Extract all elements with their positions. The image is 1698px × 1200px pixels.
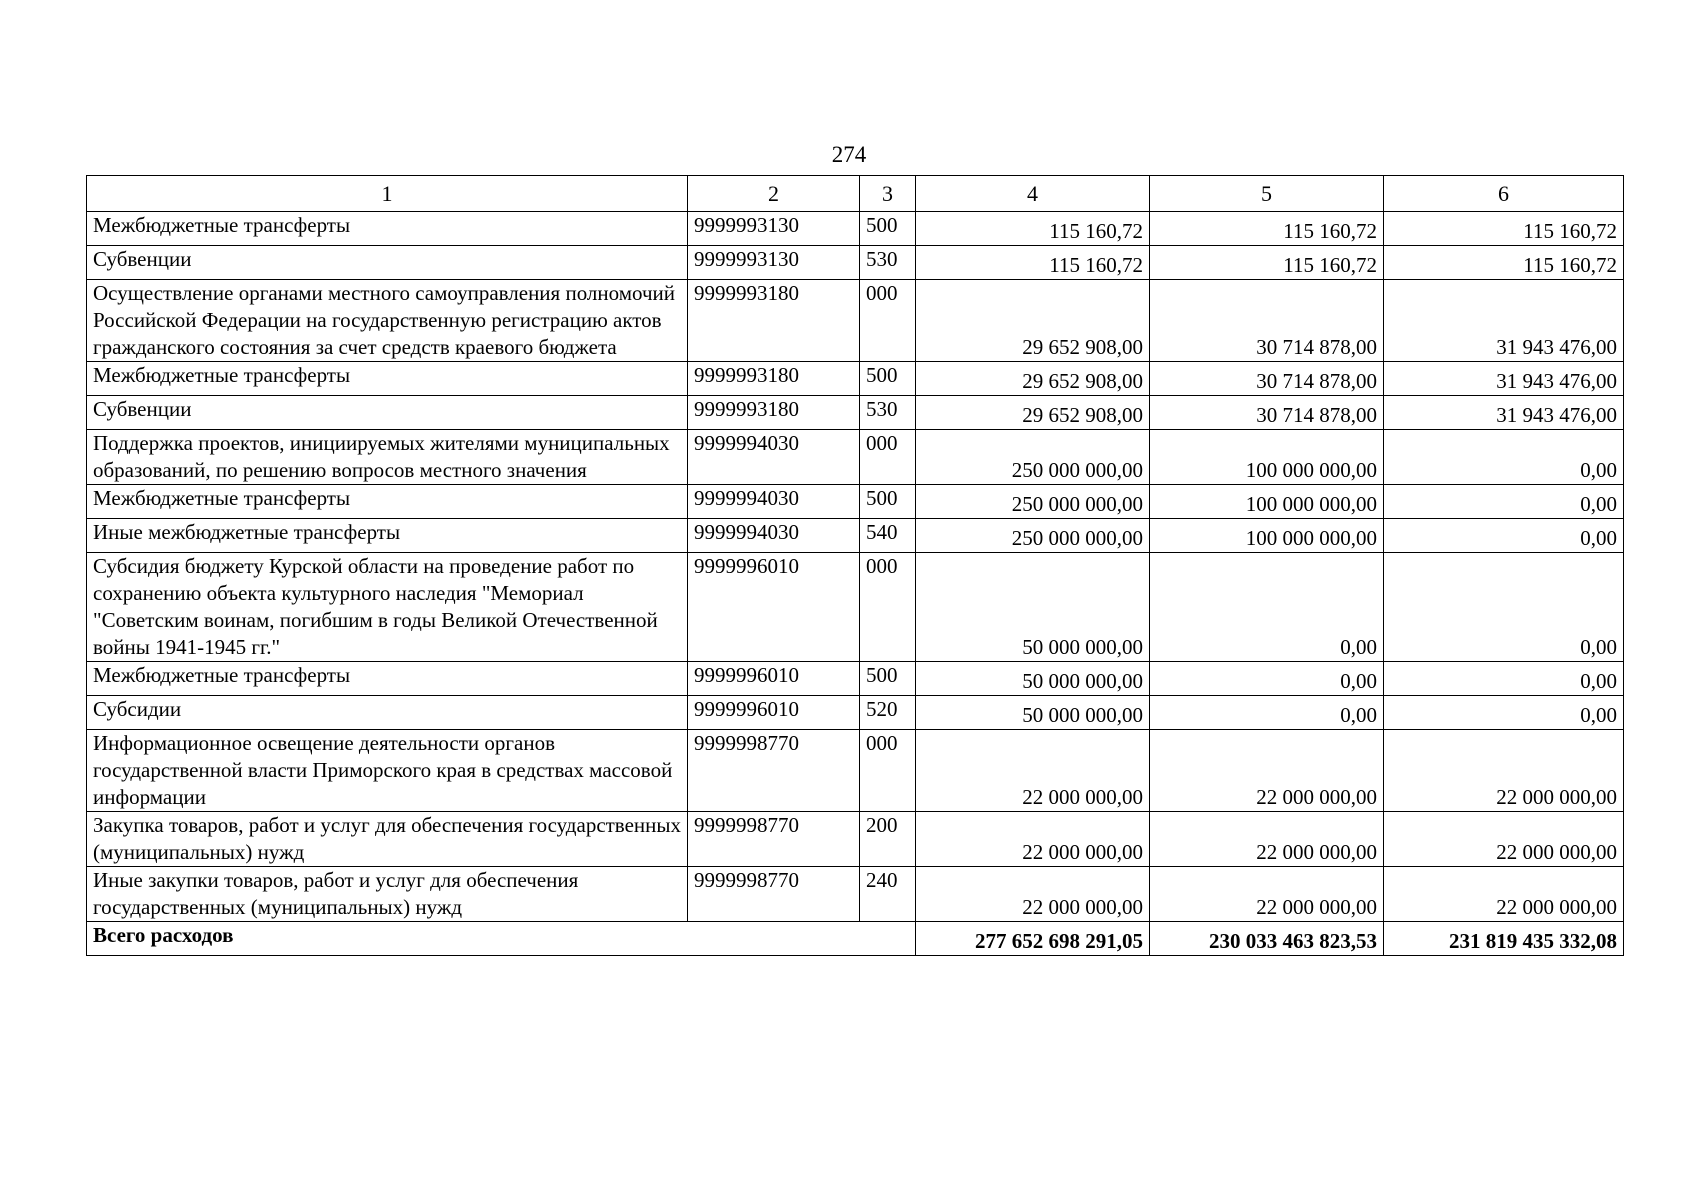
row-value-year2: 115 160,72 (1150, 246, 1384, 280)
total-row (87, 922, 1624, 956)
row-name: Поддержка проектов, инициируемых жителями муниципальных образований, по решению вопросов местного значения (87, 430, 688, 485)
row-value-year1: 250 000 000,00 (916, 519, 1150, 553)
row-code: 9999998770 (688, 867, 860, 922)
table-row (87, 812, 1624, 867)
row-code: 9999996010 (688, 662, 860, 696)
row-name: Межбюджетные трансферты (87, 662, 688, 696)
row-value-year3: 0,00 (1384, 430, 1624, 485)
row-name: Закупка товаров, работ и услуг для обеспечения государственных (муниципальных) нужд (87, 812, 688, 867)
table-row (87, 519, 1624, 553)
row-kind: 240 (860, 867, 916, 922)
column-header: 1 (87, 176, 688, 212)
row-value-year3: 115 160,72 (1384, 246, 1624, 280)
row-name: Субвенции (87, 396, 688, 430)
row-kind: 000 (860, 553, 916, 662)
row-value-year1: 250 000 000,00 (916, 485, 1150, 519)
row-kind: 500 (860, 485, 916, 519)
row-name: Иные межбюджетные трансферты (87, 519, 688, 553)
row-kind: 530 (860, 396, 916, 430)
row-code: 9999994030 (688, 430, 860, 485)
row-value-year3: 22 000 000,00 (1384, 867, 1624, 922)
row-value-year1: 22 000 000,00 (916, 730, 1150, 812)
page-number: 274 (831, 142, 867, 167)
row-code: 9999996010 (688, 696, 860, 730)
row-value-year2: 22 000 000,00 (1150, 730, 1384, 812)
column-header: 4 (916, 176, 1150, 212)
row-code: 9999998770 (688, 812, 860, 867)
table-row (87, 246, 1624, 280)
row-code: 9999998770 (688, 730, 860, 812)
row-kind: 530 (860, 246, 916, 280)
table-row (87, 280, 1624, 362)
row-kind: 500 (860, 212, 916, 246)
row-value-year2: 30 714 878,00 (1150, 362, 1384, 396)
table-row (87, 730, 1624, 812)
row-kind: 500 (860, 362, 916, 396)
row-name: Информационное освещение деятельности органов государственной власти Приморского края в средствах массовой информации (87, 730, 688, 812)
row-value-year1: 115 160,72 (916, 212, 1150, 246)
budget-table (86, 175, 1624, 956)
row-kind: 520 (860, 696, 916, 730)
row-code: 9999993180 (688, 280, 860, 362)
header-row (87, 176, 1624, 212)
row-name: Субсидия бюджету Курской области на проведение работ по сохранению объекта культурного наследия "Мемориал "Советским воинам, погибшим в годы Великой Отечественной войны 1941-1945 гг." (87, 553, 688, 662)
row-value-year3: 0,00 (1384, 485, 1624, 519)
row-value-year1: 29 652 908,00 (916, 362, 1150, 396)
column-header: 2 (688, 176, 860, 212)
table-row (87, 867, 1624, 922)
row-value-year1: 50 000 000,00 (916, 662, 1150, 696)
row-name: Субвенции (87, 246, 688, 280)
row-value-year2: 30 714 878,00 (1150, 280, 1384, 362)
row-value-year1: 22 000 000,00 (916, 867, 1150, 922)
row-kind: 540 (860, 519, 916, 553)
row-value-year3: 22 000 000,00 (1384, 730, 1624, 812)
total-value-year3: 231 819 435 332,08 (1384, 922, 1624, 956)
row-kind: 000 (860, 730, 916, 812)
row-value-year1: 22 000 000,00 (916, 812, 1150, 867)
table-row (87, 553, 1624, 662)
row-code: 9999993130 (688, 246, 860, 280)
row-value-year1: 50 000 000,00 (916, 696, 1150, 730)
row-kind: 200 (860, 812, 916, 867)
row-value-year2: 0,00 (1150, 696, 1384, 730)
row-kind: 500 (860, 662, 916, 696)
table-row (87, 362, 1624, 396)
row-value-year2: 100 000 000,00 (1150, 485, 1384, 519)
row-name: Межбюджетные трансферты (87, 485, 688, 519)
table-row (87, 696, 1624, 730)
row-kind: 000 (860, 430, 916, 485)
row-value-year3: 115 160,72 (1384, 212, 1624, 246)
total-value-year2: 230 033 463 823,53 (1150, 922, 1384, 956)
table-row (87, 485, 1624, 519)
row-value-year2: 0,00 (1150, 662, 1384, 696)
row-code: 9999996010 (688, 553, 860, 662)
row-name: Межбюджетные трансферты (87, 362, 688, 396)
row-value-year2: 22 000 000,00 (1150, 867, 1384, 922)
table-row (87, 430, 1624, 485)
row-name: Межбюджетные трансферты (87, 212, 688, 246)
column-header: 3 (860, 176, 916, 212)
row-code: 9999994030 (688, 485, 860, 519)
row-value-year3: 0,00 (1384, 553, 1624, 662)
row-value-year2: 22 000 000,00 (1150, 812, 1384, 867)
total-label: Всего расходов (87, 922, 916, 956)
row-code: 9999993130 (688, 212, 860, 246)
row-value-year2: 0,00 (1150, 553, 1384, 662)
total-value-year1: 277 652 698 291,05 (916, 922, 1150, 956)
row-value-year1: 115 160,72 (916, 246, 1150, 280)
row-value-year3: 0,00 (1384, 696, 1624, 730)
row-value-year3: 0,00 (1384, 662, 1624, 696)
row-value-year3: 31 943 476,00 (1384, 396, 1624, 430)
row-code: 9999993180 (688, 362, 860, 396)
row-name: Осуществление органами местного самоуправления полномочий Российской Федерации на государственную регистрацию актов гражданского состояния за счет средств краевого бюджета (87, 280, 688, 362)
table-row (87, 662, 1624, 696)
table-row (87, 212, 1624, 246)
row-value-year1: 29 652 908,00 (916, 280, 1150, 362)
column-header: 5 (1150, 176, 1384, 212)
row-value-year3: 31 943 476,00 (1384, 362, 1624, 396)
row-value-year3: 31 943 476,00 (1384, 280, 1624, 362)
row-value-year1: 50 000 000,00 (916, 553, 1150, 662)
row-value-year3: 0,00 (1384, 519, 1624, 553)
column-header: 6 (1384, 176, 1624, 212)
row-value-year2: 100 000 000,00 (1150, 519, 1384, 553)
row-value-year1: 250 000 000,00 (916, 430, 1150, 485)
row-name: Иные закупки товаров, работ и услуг для обеспечения государственных (муниципальных) нужд (87, 867, 688, 922)
row-name: Субсидии (87, 696, 688, 730)
row-value-year3: 22 000 000,00 (1384, 812, 1624, 867)
row-value-year2: 115 160,72 (1150, 212, 1384, 246)
row-value-year2: 100 000 000,00 (1150, 430, 1384, 485)
row-kind: 000 (860, 280, 916, 362)
row-value-year2: 30 714 878,00 (1150, 396, 1384, 430)
row-code: 9999993180 (688, 396, 860, 430)
row-value-year1: 29 652 908,00 (916, 396, 1150, 430)
row-code: 9999994030 (688, 519, 860, 553)
table-row (87, 396, 1624, 430)
